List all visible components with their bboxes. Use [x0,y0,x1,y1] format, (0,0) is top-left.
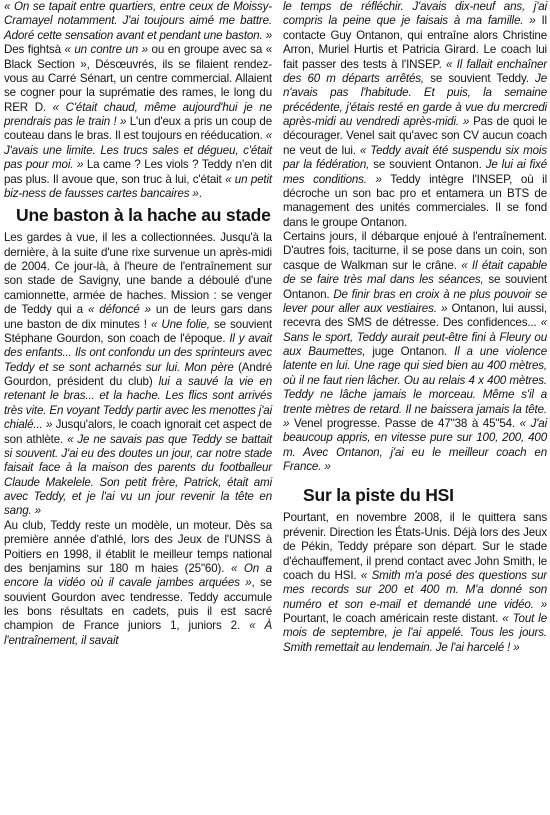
body-text: L'un d'eux a pris un coup de couteau dans le bras. Il est toujours en rééducation. [4,115,273,143]
article-paragraph [283,511,547,655]
body-text: (André Gourdon, président du club) [4,360,272,388]
quote-text: Il a une violence latente en lui. Une rage qui sied bien au 400 mètres, où il ne faut rien lâcher. Ou au relais 4 x 400 mètres. Teddy ne lâche jamais le morceau. Même s'il a trente mètres de retard. Il ne baissera jamais la tête. » [283,345,547,430]
quote-text: « Tout le mois de septembre, je l'ai appelé. Tous les jours. Smith remettait au lendemain. Je l'ai harcelé ! » [283,612,547,654]
quote-text: « défoncé » [87,303,151,317]
body-text: Des fightsà [4,43,65,57]
body-text: Pas de quoi le décourager. Venel sait qu'avec son CV aucun coach ne veut de lui. [283,115,547,157]
quote-text: « Une folie, [150,317,210,331]
body-text: Au club, Teddy reste un modèle, un moteur. Dès sa première année d'athlé, lors des Jeux de l'UNSS à Poitiers en 1998, il établit le meilleur temps national des benjamins sur 180 m haies (25"60). [4,518,272,575]
left-column [4,0,272,648]
quote-text: « Sans le sport, Teddy aurait peut-être fini à Fleury ou aux Baumettes, [283,316,547,358]
quote-text: « C'était chaud, même aujourd'hui je ne prendrais pas le train ! » [4,100,272,128]
body-text: . [198,186,202,200]
body-text: Il contacte Guy Ontanon, qui entraîne alors Christine Arron, Muriel Hurtis et Patricia Girard. Le coach lui fait passer des tests à l'INSEP. [283,14,547,71]
body-text: se souvient Ontanon. [283,273,547,301]
article-paragraph [283,0,547,230]
body-text: Pourtant, le coach américain reste distant. [283,612,503,625]
quote-text: « J'ai beaucoup appris, en vitesse pure sur 100, 200, 400 m. Avec Ontanon, j'ai eu le meilleur coach en France. » [283,416,548,473]
quote-text: « On se tapait entre quartiers, entre ceux de Moissy-Cramayel notamment. J'ai toujours aimé me battre. Adoré cette sensation avant et pendant une baston. » [4,0,272,42]
quote-text: « On a encore la vidéo où il cavale jambes arquées » [4,561,272,590]
body-text: se souvient Ontanon. [369,158,486,172]
body-text: se souvient Stéphane Gourdon, son coach de l'époque. [4,317,272,345]
section-heading: Une baston à la hache au stade [16,205,271,226]
quote-text: « Il fallait enchaîner des 60 m départs arrêtés, [283,57,547,85]
section-heading: Sur la piste du HSI [303,485,454,506]
body-text: Teddy intègre l'INSEP, où il décroche un son bac pro et entamera un BTS de management des unités commerciales. Il se fond dans le groupe Ontanon. [283,172,547,229]
article-paragraph [4,519,272,648]
body-text: , se souvient Gourdon avec tendresse. Teddy accumule les bons résultats en cadets, puis il est sacré champion de France juniors 1, juniors 2. [4,576,272,633]
quote-text: « Teddy avait été suspendu six mois par la fédération, [283,143,547,172]
body-text: un de leurs gars dans une baston de dix minutes ! [4,303,272,331]
quote-text: « À l'entraînement, il savait [4,619,272,647]
body-text: Pourtant, en novembre 2008, il le quittera sans prévenir. Direction les États-Unis. Déjà lors des Jeux de Pékin, Teddy prépare son départ. Sur le stade d'échauffement, il prend contact avec John Smith, le coach du HSI. [283,511,547,582]
quote-text: « Il était capable de se faire très mal dans les séances, [283,258,548,287]
article-paragraph [283,230,547,474]
body-text: ou en groupe avec sa « Black Section », Désœuvrés, ils se filaient rendez-vous au Carré Sénart, un centre commercial. Allaient se cogner pour la suprématie des rames, le long du RER D. [4,43,272,114]
quote-text: le temps de réfléchir. J'avais dix-neuf ans, j'ai compris la peine que je faisais à ma famille. » [283,0,547,28]
body-text: Ontanon, lui aussi, recevra des SMS de détresse. Des confidences... [283,301,548,330]
quote-text: Il y avait des enfants... Ils ont confondu un des sprinteurs avec Teddy et se sont acharnés sur lui. Mon père [4,331,272,374]
body-text: se souvient Teddy. [424,71,536,85]
body-text: La came ? Les viols ? Teddy n'en dit pas plus. Il avoue que, son truc à lui, c'était [4,158,272,186]
quote-text: « Je ne savais pas que Teddy se battait si souvent. J'ai eu des doutes un jour, car notre stade faisait face à la maison des parents du footballeur Claude Makelele. Son petit frère, Patrick, était ami avec Teddy, et je l'ai vu un jour revenir la tête en sang. » [4,432,272,518]
body-text: Certains jours, il débarque enjoué à l'entraînement. D'autres fois, taciturne, il se pose dans un coin, son casque de Walkman sur le crâne. [283,230,547,272]
quote-text: Je lui ai fixé mes conditions. » [283,158,547,186]
quote-text: « un contre un » [64,43,148,57]
quote-text: lui a sauvé la vie en retenant le bras... et la hache. Les flics sont arrivés très vite. En voyant Teddy partir avec les menottes j'ai chialé... » [4,375,272,432]
quote-text: Je n'avais pas l'habitude. Et puis, la semaine précédente, j'étais resté en garde à vue du mercredi après-midi au vendredi après-midi. » [283,71,547,128]
article-paragraph [4,0,272,201]
quote-text: De finir bras en croix à ne plus pouvoir se lever pour aller aux vestiaires. » [283,287,547,315]
body-text: Jusqu'alors, le coach ignorait cet aspect de son athlète. [4,418,272,446]
body-text: Les gardes à vue, il les a collectionnées. Jusqu'à la dernière, à la suite d'une rixe survenue un après-midi de 2004. Ce jour-là, à l'heure de l'entraînement sur son stade de Savigny, une bande a déboulé d'une camionnette, armée de haches. Mission : se venger de Teddy qui a [4,231,272,317]
quote-text: « Smith m'a posé des questions sur mes records sur 200 et 400 m. M'a donné son numéro et son e-mail et demandé une vidéo. » [283,568,548,611]
quote-text: « J'avais une limite. Les trucs sales et dégueu, c'était pas pour moi. » [4,129,272,172]
quote-text: « un petit biz-ness de fausses cartes bancaires » [4,172,273,200]
body-text: Venel progresse. Passe de 47"38 à 45"54. [289,416,520,430]
right-column [283,0,547,655]
body-text: juge Ontanon. [365,345,455,358]
article-paragraph [4,231,272,519]
